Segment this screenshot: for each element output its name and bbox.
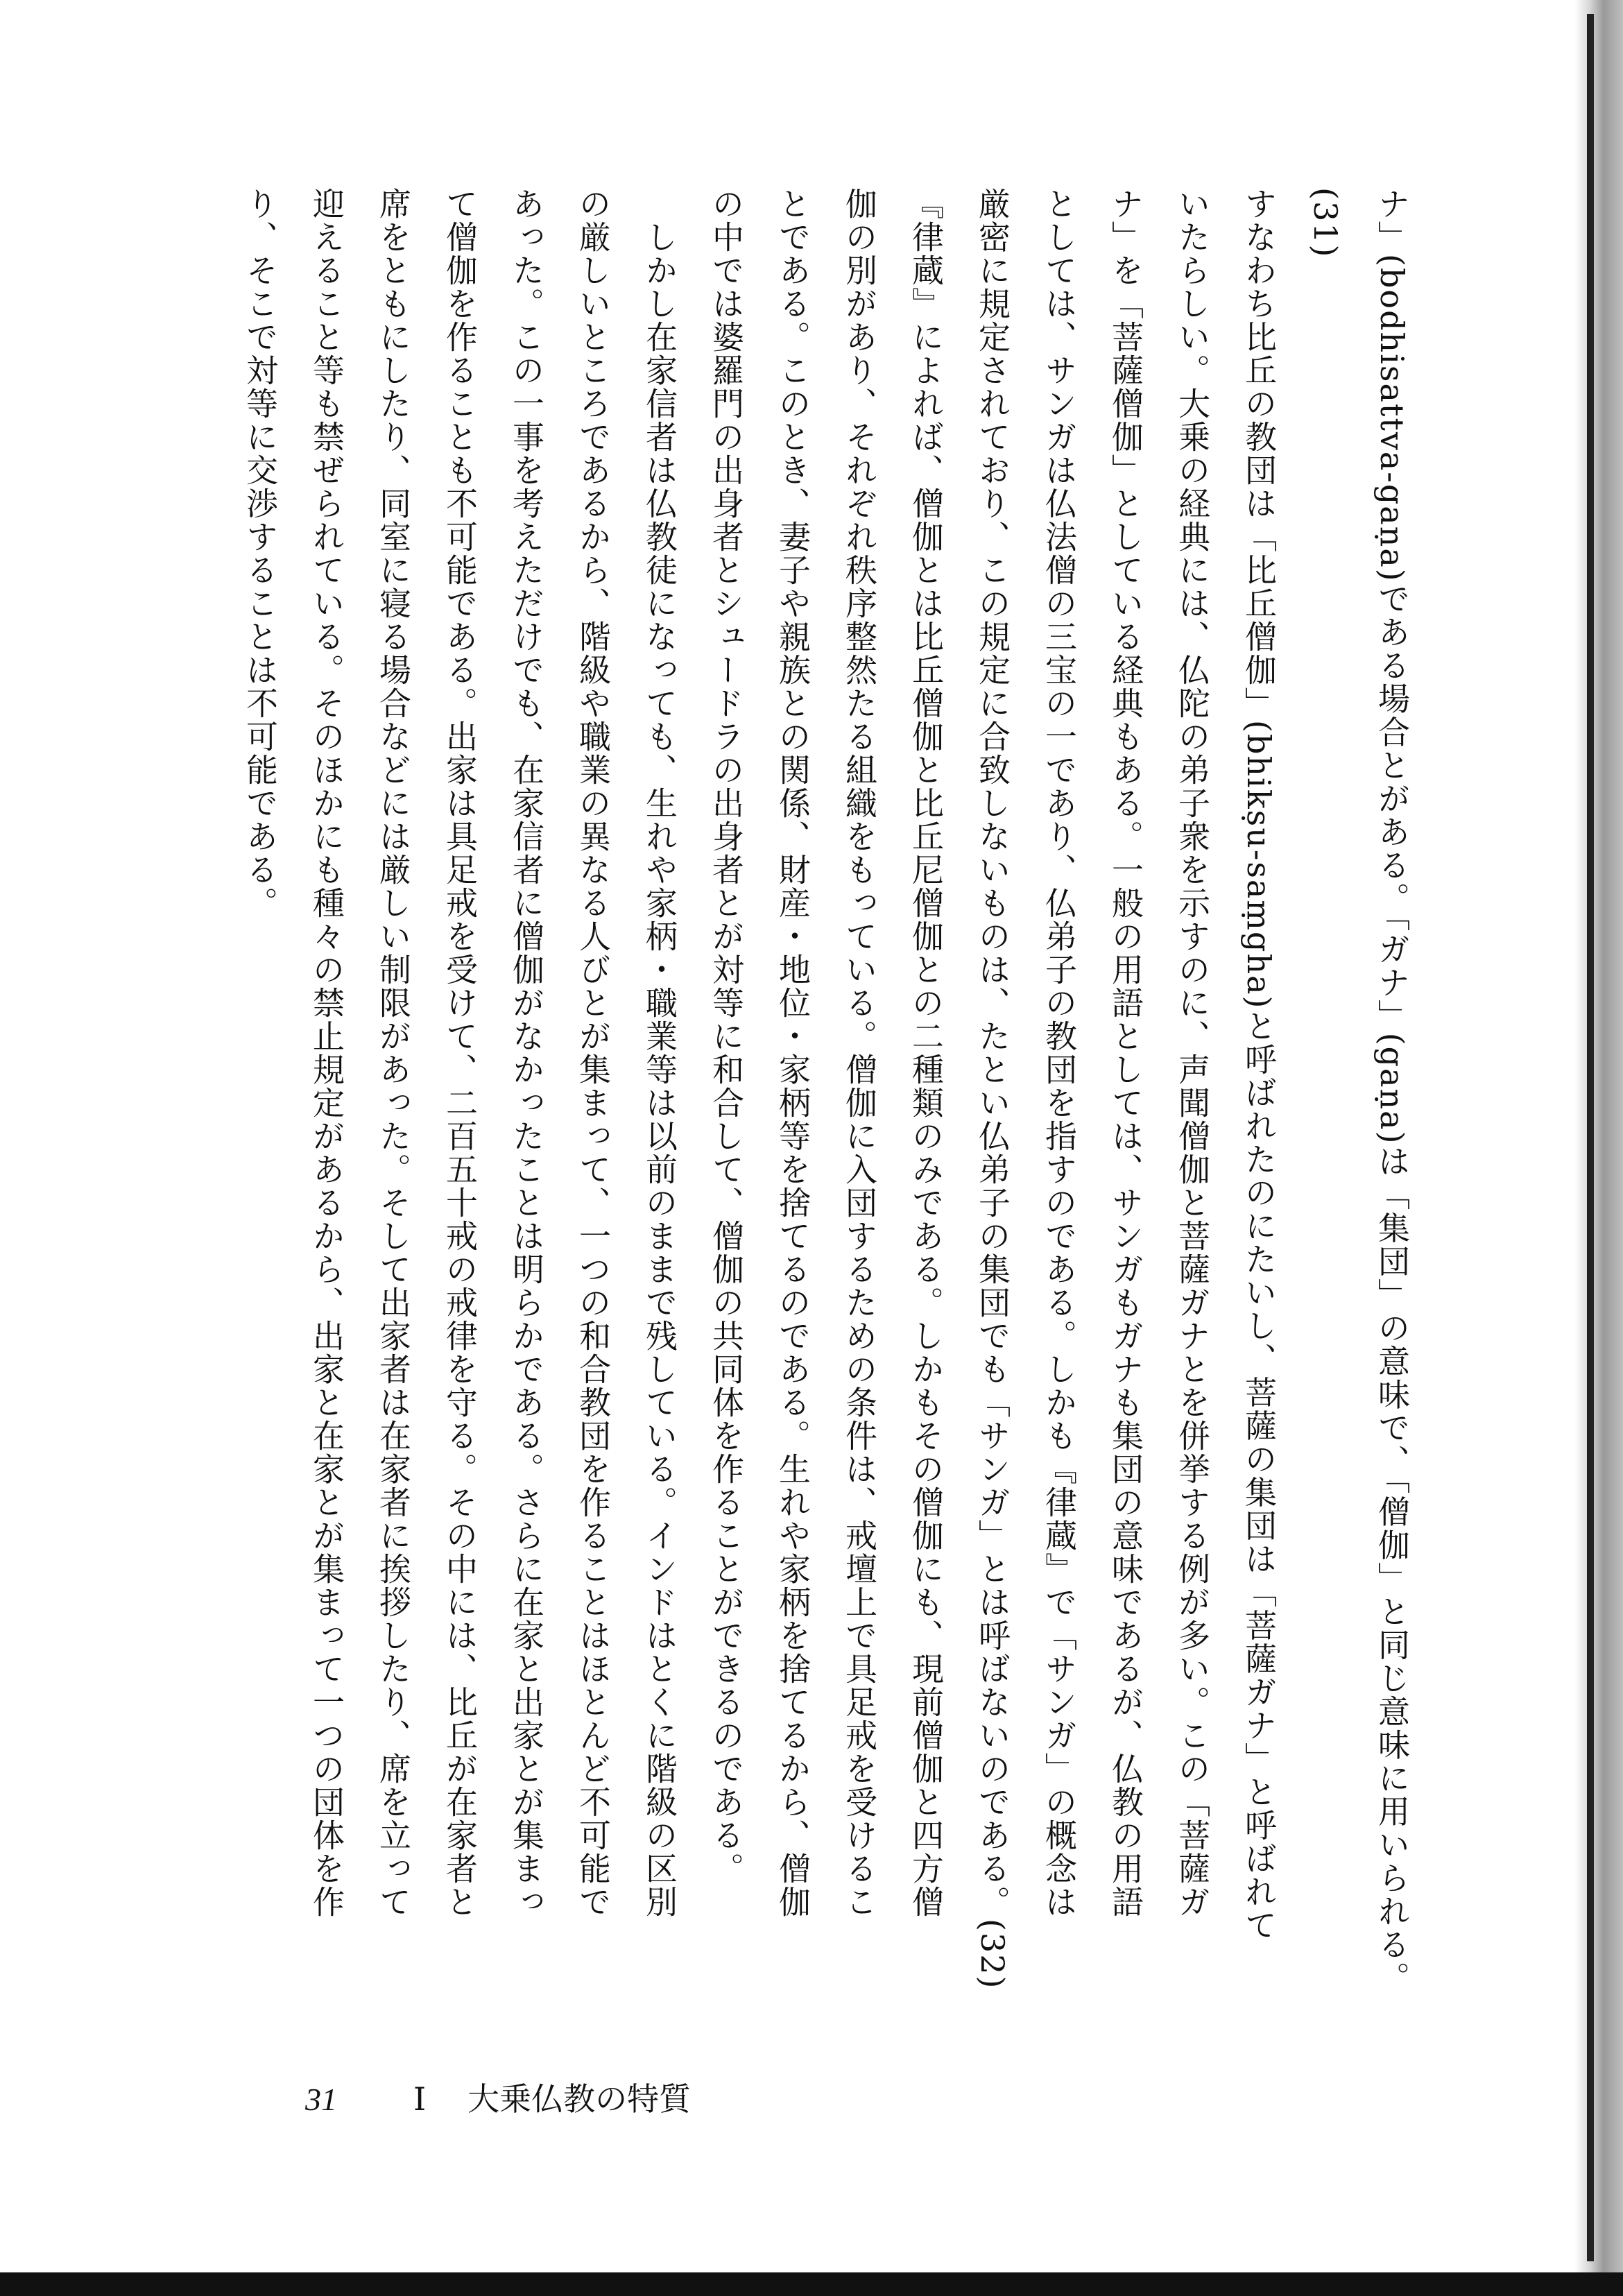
text-line: の中では婆羅門の出身者とシュードラの出身者とが対等に和合して、僧伽の共同体を作ることができるのである。	[707, 187, 745, 1885]
body-text	[227, 187, 1425, 2019]
text-line: 『律蔵』によれば、僧伽とは比丘僧伽と比丘尼僧伽との二種類のみである。しかもその僧伽にも、現前僧伽と四方僧	[907, 187, 945, 1919]
text-line: とである。このとき、妻子や親族との関係、財産・地位・家柄等を捨てるのである。生れや家柄を捨てるから、僧伽	[774, 187, 812, 1919]
text-line: すなわち比丘の教団は「比丘僧伽」(bhikṣu-saṃgha)と呼ばれたのにたいし、菩薩の集団は「菩薩ガナ」と呼ばれて	[1240, 187, 1278, 1942]
scan-binding-line	[1587, 14, 1594, 2261]
scan-bottom-edge	[0, 2272, 1623, 2296]
text-line: 席をともにしたり、同室に寝る場合などには厳しい制限があった。そして出家者は在家者に挨拶したり、席を立って	[375, 187, 412, 1919]
text-line: いたらしい。大乗の経典には、仏陀の弟子衆を示すのに、声聞僧伽と菩薩ガナとを併挙する例が多い。この「菩薩ガ	[1174, 187, 1211, 1919]
text-line: ナ」を「菩薩僧伽」としている経典もある。一般の用語としては、サンガもガナも集団の意味であるが、仏教の用語	[1107, 187, 1144, 1919]
text-line: の厳しいところであるから、階級や職業の異なる人びとが集まって、一つの和合教団を作ることはほとんど不可能で	[574, 187, 612, 1919]
page-footer	[305, 2074, 691, 2120]
page-number: 31	[305, 2082, 337, 2117]
text-line: 伽の別があり、それぞれ秩序整然たる組織をもっている。僧伽に入団するための条件は、戒壇上で具足戒を受けるこ	[841, 187, 878, 1919]
text-line: としては、サンガは仏法僧の三宝の一であり、仏弟子の教団を指すのである。しかも『律蔵』で「サンガ」の概念は	[1040, 187, 1078, 1919]
text-line: て僧伽を作ることも不可能である。出家は具足戒を受けて、二百五十戒の戒律を守る。その中には、比丘が在家者と	[441, 187, 479, 1919]
text-line: あった。この一事を考えただけでも、在家信者に僧伽がなかったことは明らかである。さらに在家と出家とが集まっ	[508, 187, 545, 1919]
part-number: I	[413, 2080, 427, 2118]
text-line: しかし在家信者は仏教徒になっても、生れや家柄・職業等は以前のままで残している。インドはとくに階級の区別	[641, 187, 678, 1919]
text-line: 迎えること等も禁ぜられている。そのほかにも種々の禁止規定があるから、出家と在家とが集まって一つの団体を作	[308, 187, 345, 1919]
scan-page-edge	[1574, 0, 1623, 2296]
text-line: り、そこで対等に交渉することは不可能である。	[241, 187, 279, 920]
text-line: 厳密に規定されており、この規定に合致しないものは、たとい仏弟子の集団でも「サンガ」とは呼ばないのである。(32)	[974, 187, 1011, 1990]
text-line: ナ」(bodhisattva-gaṇa)である場合とがある。「ガナ」(gaṇa)は「集団」の意味で、「僧伽」と同じ意味に用いられる。(31)	[1307, 187, 1411, 1995]
chapter-title: 大乗仏教の特質	[467, 2080, 692, 2118]
